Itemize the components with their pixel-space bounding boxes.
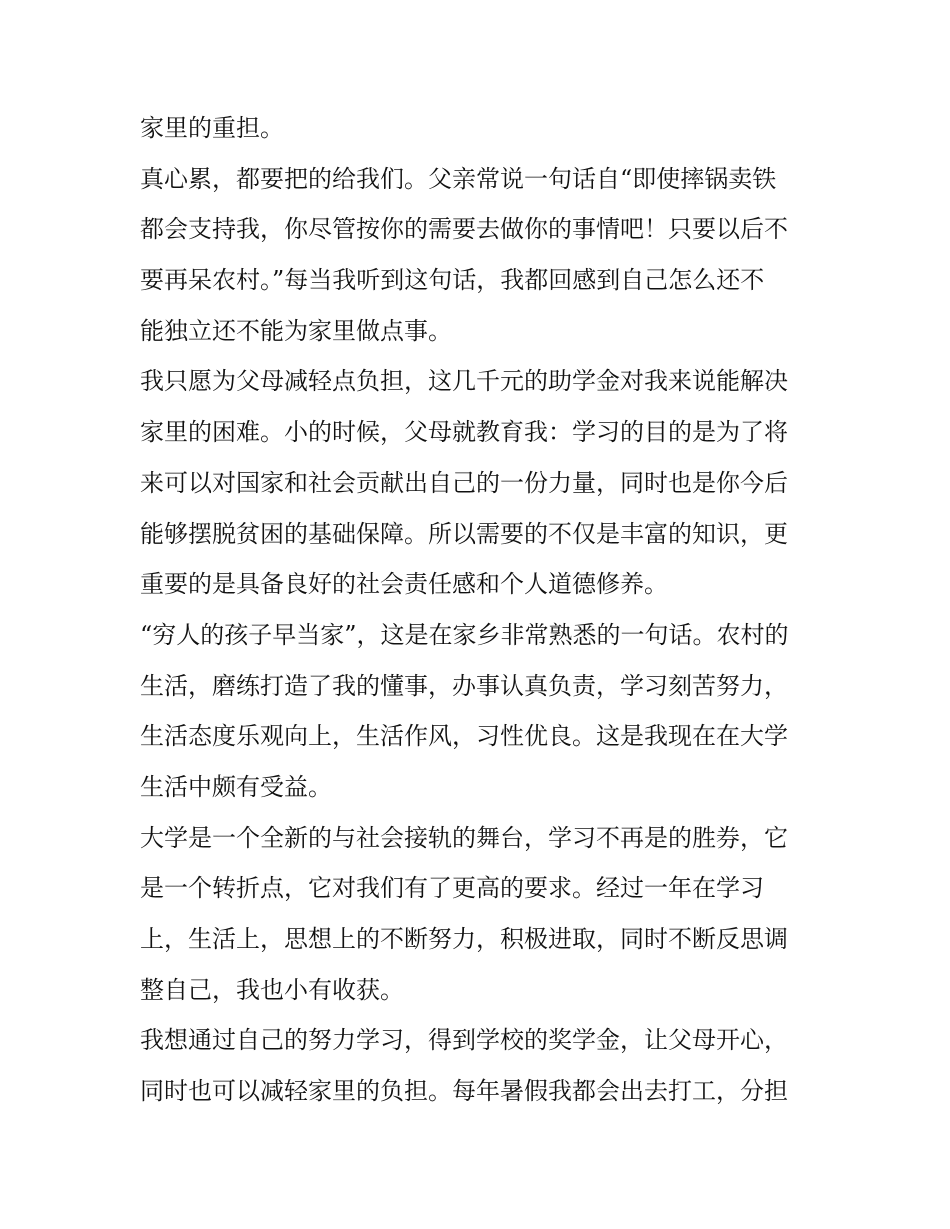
text-line: 我只愿为父母减轻点负担，这几千元的助学金对我来说能解决 (140, 367, 788, 396)
text-line: 要再呆农村。”每当我听到这句话，我都回感到自己怎么还不 (140, 266, 765, 295)
text-line: 我想通过自己的努力学习，得到学校的奖学金，让父母开心， (140, 1026, 788, 1055)
text-line: 能独立还不能为家里做点事。 (140, 316, 452, 345)
text-line: 来可以对国家和社会贡献出自己的一份力量，同时也是你今后 (140, 468, 788, 497)
text-line: 同时也可以减轻家里的负担。每年暑假我都会出去打工，分担 (140, 1077, 788, 1106)
text-line: 都会支持我，你尽管按你的需要去做你的事情吧！只要以后不 (140, 215, 788, 244)
text-line: 真心累，都要把的给我们。父亲常说一句话自“即使摔锅卖铁 (140, 164, 777, 193)
text-line: 上，生活上，思想上的不断努力，积极进取，同时不断反思调 (140, 925, 788, 953)
text-line: 生活，磨练打造了我的懂事，办事认真负责，学习刻苦努力， (140, 671, 788, 700)
text-line: 重要的是具备良好的社会责任感和个人道德修养。 (140, 570, 668, 599)
text-line: 整自己，我也小有收获。 (140, 975, 404, 1004)
text-line: 生活态度乐观向上，生活作风，习性优良。这是我现在在大学 (140, 722, 788, 751)
text-line: “穷人的孩子早当家”，这是在家乡非常熟悉的一句话。农村的 (140, 620, 789, 649)
text-line: 大学是一个全新的与社会接轨的舞台，学习不再是的胜券，它 (140, 823, 788, 852)
text-line: 家里的重担。 (140, 114, 284, 142)
text-line: 家里的困难。小的时候，父母就教育我：学习的目的是为了将 (140, 418, 788, 447)
text-line: 能够摆脱贫困的基础保障。所以需要的不仅是丰富的知识，更 (140, 519, 788, 548)
text-line: 生活中颇有受益。 (140, 772, 332, 801)
document-body (140, 103, 820, 1117)
text-line: 是一个转折点，它对我们有了更高的要求。经过一年在学习 (140, 874, 764, 903)
